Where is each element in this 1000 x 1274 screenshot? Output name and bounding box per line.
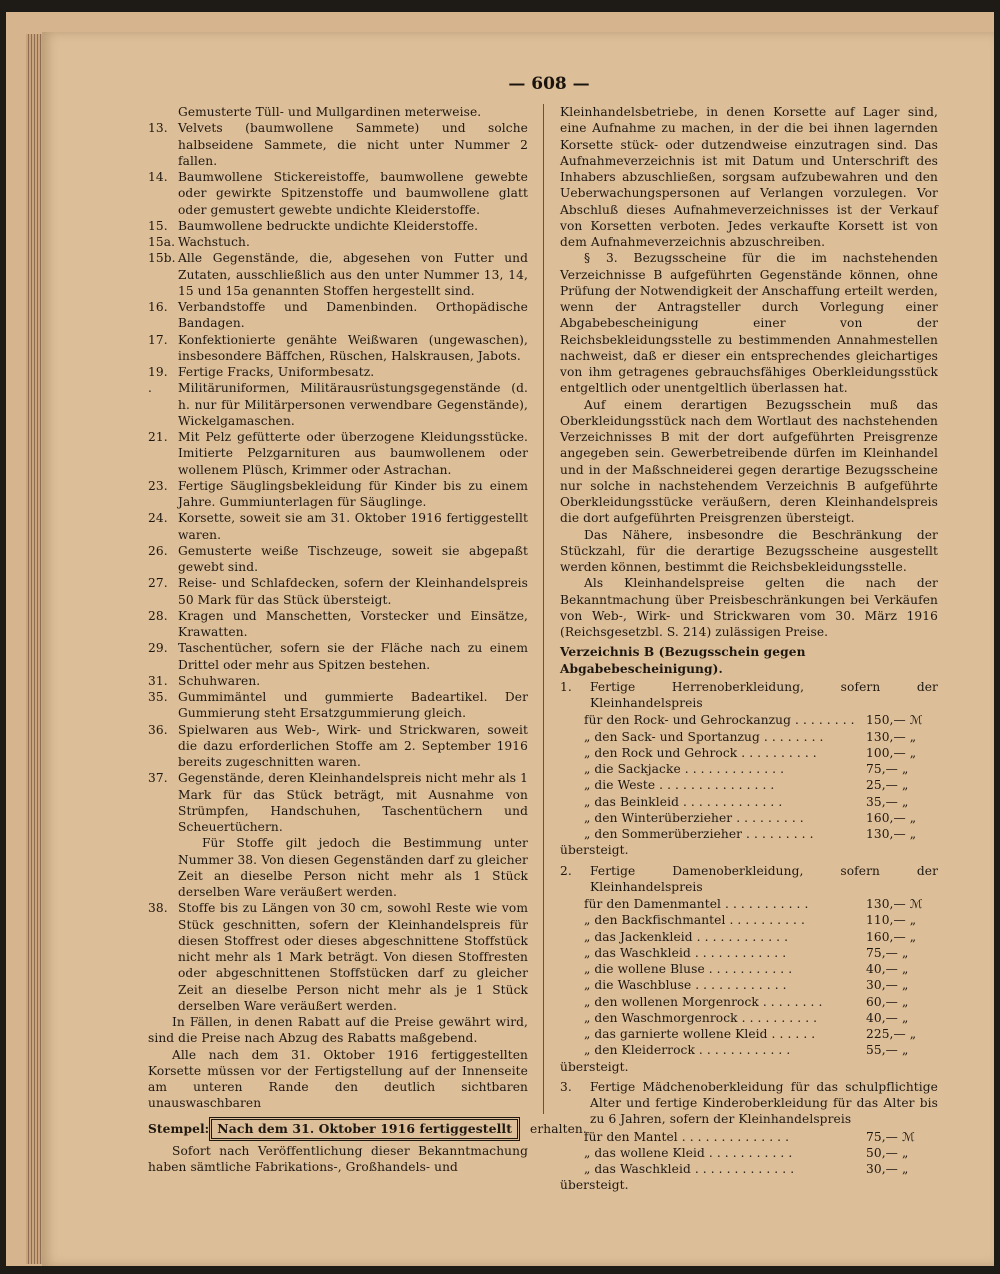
item-text: Baumwollene Stickereistoffe, baumwollene gewebte oder gewirkte Spitzenstoffe und baumwollene glatt oder gemustert gewebte undichte Kleiderstoffe. <box>178 170 528 217</box>
item-text: Taschentücher, sofern sie der Fläche nach zu einem Drittel oder mehr aus Spitzen bestehen. <box>178 641 528 672</box>
section-text: Fertige Mädchenoberkleidung für das schulpflichtige Alter und fertige Kinderoberkleidung für das Alter bis zu 6 Jahren, sofern der Kleinhandelspreis <box>590 1079 938 1127</box>
price-row <box>560 826 938 842</box>
price-label: „ die wollene Bluse . . . . . . . . . . . <box>584 962 793 976</box>
section-number: 3. <box>560 1079 572 1094</box>
price-value: 55,— „ <box>866 1043 909 1058</box>
stamp-line <box>148 1117 587 1141</box>
section-text: Fertige Herrenoberkleidung, sofern der Kleinhandelspreis <box>590 679 938 710</box>
price-value: 100,— „ <box>866 745 917 760</box>
price-row <box>560 1145 938 1161</box>
paragraph-final: Sofort nach Veröffentlichung dieser Bekanntmachung haben sämtliche Fabrikations-, Großhandels- und <box>148 1143 528 1174</box>
list-item <box>148 575 528 608</box>
item-text: Spielwaren aus Web-, Wirk- und Strickwaren, soweit die dazu erforderlichen Stoffe am 2. September 1916 bereits zugeschnitten waren. <box>178 722 528 769</box>
price-row <box>560 810 938 826</box>
price-row <box>560 794 938 810</box>
section-intro <box>560 679 938 712</box>
price-label: „ das Jackenkleid . . . . . . . . . . . . <box>584 929 789 944</box>
item-text: Wachstuch. <box>178 235 250 249</box>
item-text: Kragen und Manschetten, Vorstecker und Einsätze, Krawatten. <box>178 608 528 639</box>
section-suffix: übersteigt. <box>560 843 629 858</box>
item-37-note <box>148 835 528 900</box>
paragraph-4: Das Nähere, insbesondre die Beschränkung der Stückzahl, für die derartige Bezugsscheine ausgestellt werden können, bestimmt die Reichsbekleidungsstelle. <box>560 527 938 574</box>
price-row <box>560 1026 938 1042</box>
item-text: Reise- und Schlafdecken, sofern der Kleinhandelspreis 50 Mark für das Stück übersteigt. <box>178 576 528 607</box>
list-item <box>148 120 528 169</box>
list-item <box>148 364 528 380</box>
section-number: 2. <box>560 863 572 878</box>
price-value: 130,— „ <box>866 827 917 841</box>
price-value: 150,— ℳ <box>866 713 923 728</box>
item-number: 35. <box>148 690 168 704</box>
price-row <box>560 1010 938 1026</box>
section-text: Fertige Damenoberkleidung, sofern der Kleinhandelspreis <box>590 863 938 894</box>
stamp-label: Stempel: <box>148 1121 210 1136</box>
paragraph-2: § 3. Bezugsscheine für die im nachstehenden Verzeichnisse B aufgeführten Gegenstände können, ohne Prüfung der Notwendigkeit der Anschaffung erteilt werden, wenn der Antragsteller durch Vorlegung einer Abgabebescheinigung einer von der Reichsbekleidungsstelle zu bestimmenden Annahmestellen nachweist, daß er dieser ein entsprechendes gleichartiges von ihm getragenes gebrauchsfähiges Oberkleidungsstück entgeltlich oder unentgeltlich überlassen hat. <box>560 251 938 396</box>
price-label: für den Rock- und Gehrockanzug . . . . . . . . <box>584 713 855 728</box>
item-number: 19. <box>148 365 168 379</box>
section-suffix: übersteigt. <box>560 1059 629 1074</box>
price-row <box>560 1042 938 1058</box>
price-label: „ das garnierte wollene Kleid . . . . . . <box>584 1027 816 1041</box>
paragraph-rabatt: In Fällen, in denen Rabatt auf die Preise gewährt wird, sind die Preise nach Abzug des Rabatts maßgebend. <box>148 1015 528 1046</box>
price-label: „ den Rock und Gehrock . . . . . . . . . . <box>584 745 817 760</box>
stamp-box: Nach dem 31. Oktober 1916 fertiggestellt <box>209 1117 520 1141</box>
list-item <box>148 218 528 234</box>
page-number: — 608 — <box>508 74 590 94</box>
price-label: „ das Beinkleid . . . . . . . . . . . . . <box>584 794 783 809</box>
item-number: 14. <box>148 170 168 184</box>
price-value: 75,— „ <box>866 945 909 960</box>
price-value: 75,— ℳ <box>866 1129 916 1144</box>
price-value: 40,— „ <box>866 962 909 976</box>
price-value: 50,— „ <box>866 1145 909 1160</box>
continuation-line <box>148 104 528 120</box>
item-number: 17. <box>148 332 168 347</box>
price-row <box>560 712 938 728</box>
continuation-text: Gemusterte Tüll- und Mullgardinen meterweise. <box>178 105 482 119</box>
section-intro <box>560 863 938 896</box>
price-row <box>560 945 938 961</box>
price-value: 225,— „ <box>866 1027 917 1041</box>
stamp-after-text: erhalten. <box>530 1121 587 1136</box>
paragraph-3: Auf einem derartigen Bezugsschein muß das Oberkleidungsstück nach dem Wortlaut des nachstehenden Verzeichnisses B mit der dort aufgeführten Preisgrenze angegeben sein. Gewerbetreibende dürfen im Kleinhandel und in der Maßschneiderei gegen derartige Bezugsscheine nur solche in nachstehendem Verzeichnis B aufgeführte Oberkleidungsstücke veräußern, deren Kleinhandelspreis die dort aufgeführten Preisgrenzen übersteigt. <box>560 397 938 526</box>
price-label: „ das Waschkleid . . . . . . . . . . . . . <box>584 1162 795 1176</box>
item-text: Korsette, soweit sie am 31. Oktober 1916 fertiggestellt waren. <box>178 511 528 542</box>
price-label: „ den Winterüberzieher . . . . . . . . . <box>584 810 804 825</box>
list-item <box>148 380 528 429</box>
price-value: 25,— „ <box>866 778 909 793</box>
item-text: Alle Gegenstände, die, abgesehen von Futter und Zutaten, ausschließlich aus den unter Nummer 13, 14, 15 und 15a genannten Stoffen hergestellt sind. <box>178 251 528 298</box>
item-number: 16. <box>148 300 168 314</box>
price-label: „ die Sackjacke . . . . . . . . . . . . . <box>584 762 785 776</box>
price-value: 130,— ℳ <box>866 897 923 911</box>
item-text: Velvets (baumwollene Sammete) und solche halbseidene Sammete, die nicht unter Nummer 2 fallen. <box>178 121 528 168</box>
list-item <box>148 299 528 332</box>
price-label: „ den Sack- und Sportanzug . . . . . . . . <box>584 729 824 744</box>
item-number: 15a. <box>148 235 176 249</box>
price-value: 40,— „ <box>866 1010 909 1025</box>
list-item <box>148 332 528 365</box>
price-value: 30,— „ <box>866 1162 909 1176</box>
item-number: 15. <box>148 218 168 233</box>
list-item <box>148 478 528 511</box>
item-text: Gegenstände, deren Kleinhandelspreis nicht mehr als 1 Mark für das Stück beträgt, mit Ausnahme von Strümpfen, Handschuhen, Taschentüchern und Scheuertüchern. <box>178 771 528 834</box>
item-text: Gummimäntel und gummierte Badeartikel. Der Gummierung steht Ersatzgummierung gleich. <box>178 690 528 721</box>
item-number: 21. <box>148 430 168 444</box>
price-sections <box>560 679 938 1194</box>
list-item-38 <box>148 900 528 1014</box>
section-intro <box>560 1079 938 1128</box>
paragraph-korsette: Alle nach dem 31. Oktober 1916 fertiggestellten Korsette müssen vor der Fertigstellung auf der Innenseite am unteren Rande den deutlich sichtbaren unauswaschbaren <box>148 1047 528 1111</box>
price-label: „ den Waschmorgenrock . . . . . . . . . . <box>584 1010 818 1025</box>
column-divider <box>543 104 544 1114</box>
price-list <box>560 712 938 842</box>
list-item <box>148 722 528 771</box>
price-row <box>560 977 938 993</box>
paragraph-5: Als Kleinhandelspreise gelten die nach der Bekanntmachung über Preisbeschränkungen bei Verkäufen von Web-, Wirk- und Strickwaren vom 30. März 1916 (Reichsgesetzbl. S. 214) zulässigen Preise. <box>560 576 938 639</box>
price-label: „ den Kleiderrock . . . . . . . . . . . . <box>584 1043 791 1058</box>
price-section <box>560 679 938 859</box>
price-list <box>560 1129 938 1178</box>
price-row <box>560 929 938 945</box>
item-text: Fertige Säuglingsbekleidung für Kinder bis zu einem Jahre. Gummiunterlagen für Säuglinge. <box>178 478 528 509</box>
price-value: 75,— „ <box>866 762 909 776</box>
price-label: für den Damenmantel . . . . . . . . . . . <box>584 897 809 911</box>
price-label: „ die Waschbluse . . . . . . . . . . . . <box>584 978 787 993</box>
item-text: Stoffe bis zu Längen von 30 cm, sowohl Reste wie vom Stück geschnitten, sofern der Kleinhandelspreis für diesen Stoffrest oder dieses abgeschnittene Stoffstück nicht mehr als 1 Mark beträgt. Von diesen Stoffresten oder abgeschnittenen Stoffstücken darf zu gleicher Zeit an dieselbe Person nicht mehr als je 1 Stück derselben Ware veräußert werden. <box>178 901 528 1013</box>
price-value: 110,— „ <box>866 913 917 928</box>
list-item <box>148 250 528 299</box>
right-column <box>560 104 938 1198</box>
item-number: 27. <box>148 576 168 591</box>
price-list <box>560 896 938 1059</box>
price-label: „ den Sommerüberzieher . . . . . . . . . <box>584 827 814 841</box>
list-item <box>148 429 528 478</box>
price-row <box>560 745 938 761</box>
item-number: 36. <box>148 722 168 737</box>
item-number: 26. <box>148 543 168 558</box>
list-item <box>148 689 528 722</box>
price-label: „ das wollene Kleid . . . . . . . . . . . <box>584 1145 793 1160</box>
list-item <box>148 234 528 250</box>
item-37-note-text: Für Stoffe gilt jedoch die Bestimmung unter Nummer 38. Von diesen Gegenständen darf zu gleicher Zeit an dieselbe Person nicht mehr als 1 Stück derselben Ware veräußert werden. <box>178 836 528 899</box>
price-row <box>560 961 938 977</box>
item-list <box>148 120 528 835</box>
price-label: „ das Waschkleid . . . . . . . . . . . . <box>584 945 787 960</box>
price-label: „ den Backfischmantel . . . . . . . . . . <box>584 913 805 928</box>
section-number: 1. <box>560 679 572 694</box>
list-item <box>148 510 528 543</box>
price-row <box>560 1161 938 1177</box>
item-number: 15b. <box>148 251 176 266</box>
paragraph-1: Kleinhandelsbetriebe, in denen Korsette auf Lager sind, eine Aufnahme zu machen, in der die bei ihnen lagernden Korsette stück- oder dutzendweise einzutragen sind. Das Aufnahmeverzeichnis ist mit Datum und Unterschrift des Inhabers abzuschließen, sorgsam aufzubewahren und den Ueberwachungspersonen auf Verlangen vorzulegen. Vor Abschluß dieses Aufnahmeverzeichnisses ist der Verkauf von Korsetten verboten. Jedes verkaufte Korsett ist von dem Aufnahmeverzeichnis abzuschreiben. <box>560 105 938 249</box>
price-row <box>560 994 938 1010</box>
item-text: Gemusterte weiße Tischzeuge, soweit sie abgepaßt gewebt sind. <box>178 543 528 574</box>
price-label: „ den wollenen Morgenrock . . . . . . . . <box>584 994 823 1009</box>
price-value: 160,— „ <box>866 810 917 825</box>
item-text: Verbandstoffe und Damenbinden. Orthopädische Bandagen. <box>178 300 528 331</box>
price-row <box>560 777 938 793</box>
price-section <box>560 863 938 1075</box>
price-row <box>560 912 938 928</box>
item-number: 24. <box>148 511 168 526</box>
price-label: für den Mantel . . . . . . . . . . . . . . <box>584 1129 790 1144</box>
price-row <box>560 1129 938 1145</box>
price-value: 130,— „ <box>866 729 917 744</box>
item-number: 23. <box>148 478 168 493</box>
list-item <box>148 640 528 673</box>
list-item <box>148 543 528 576</box>
price-value: 30,— „ <box>866 978 909 993</box>
item-number: 37. <box>148 771 168 786</box>
section-heading: Verzeichnis B (Bezugsschein gegen Abgabebescheinigung). <box>560 645 806 676</box>
price-value: 60,— „ <box>866 994 909 1009</box>
item-number: 29. <box>148 641 168 656</box>
item-number: 13. <box>148 121 168 136</box>
list-item <box>148 608 528 641</box>
item-text: Mit Pelz gefütterte oder überzogene Kleidungsstücke. Imitierte Pelzgarnituren aus baumwollenem oder wollenem Plüsch, Krimmer oder Astrachan. <box>178 430 528 477</box>
price-row <box>560 896 938 912</box>
item-number: 31. <box>148 673 168 688</box>
list-item <box>148 673 528 689</box>
item-text: Baumwollene bedruckte undichte Kleiderstoffe. <box>178 218 479 233</box>
item-number: . <box>148 381 152 396</box>
price-section <box>560 1079 938 1194</box>
list-item <box>148 169 528 218</box>
item-text: Konfektionierte genähte Weißwaren (ungewaschen), insbesondere Bäffchen, Rüschen, Halskrausen, Jabots. <box>178 332 528 363</box>
price-row <box>560 729 938 745</box>
section-suffix: übersteigt. <box>560 1178 629 1193</box>
item-text: Militäruniformen, Militärausrüstungsgegenstände (d. h. nur für Militärpersonen verwendbare Gegenstände), Wickelgamaschen. <box>178 381 528 428</box>
item-number: 38. <box>148 901 168 916</box>
price-label: „ die Weste . . . . . . . . . . . . . . . <box>584 778 775 793</box>
price-value: 35,— „ <box>866 794 909 809</box>
price-value: 160,— „ <box>866 929 917 944</box>
list-item <box>148 770 528 835</box>
item-text: Schuhwaren. <box>178 673 261 688</box>
item-number: 28. <box>148 608 168 623</box>
price-row <box>560 761 938 777</box>
left-column <box>148 104 587 1175</box>
item-text: Fertige Fracks, Uniformbesatz. <box>178 365 375 379</box>
